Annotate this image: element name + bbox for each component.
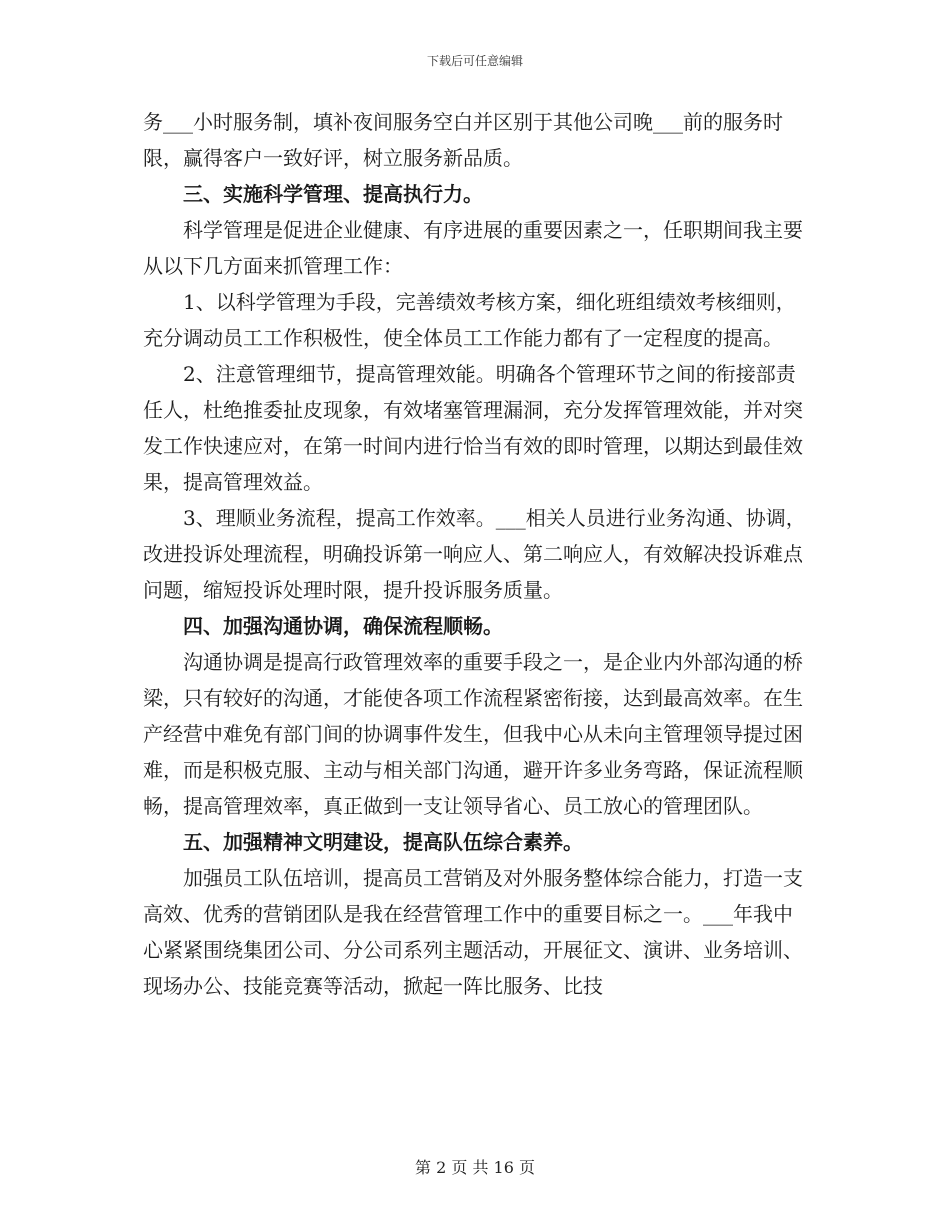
page-footer: 第 2 页 共 16 页 [415,1158,535,1177]
page-header: 下载后可任意编辑 [426,54,523,68]
paragraph: 3、理顺业务流程，提高工作效率。___相关人员进行业务沟通、协调，改进投诉处理流程，明确投诉第一响应人、第二响应人，有效解决投诉难点问题，缩短投诉处理时限，提升投诉服务质量。 [143,506,806,602]
paragraph: 科学管理是促进企业健康、有序进展的重要因素之一，任职期间我主要从以下几方面来抓管理工作： [143,218,803,278]
paragraph-continuation: 务___小时服务制，填补夜间服务空白并区别于其他公司晚___前的服务时限，赢得客户一致好评，树立服务新品质。 [143,110,783,170]
document-body [143,104,808,1004]
paragraph: 1、以科学管理为手段，完善绩效考核方案，细化班组绩效考核细则，充分调动员工工作积极性，使全体员工工作能力都有了一定程度的提高。 [143,290,796,350]
section-heading-5: 五、加强精神文明建设，提高队伍综合素养。 [183,830,583,854]
section-heading-4: 四、加强沟通协调，确保流程顺畅。 [183,614,503,638]
paragraph: 2、注意管理细节，提高管理效能。明确各个管理环节之间的衔接部责任人，杜绝推委扯皮现象，有效堵塞管理漏洞，充分发挥管理效能，并对突发工作快速应对，在第一时间内进行恰当有效的即时管理，以期达到最佳效果，提高管理效益。 [143,362,803,494]
section-heading-3: 三、实施科学管理、提高执行力。 [183,182,483,206]
paragraph: 沟通协调是提高行政管理效率的重要手段之一，是企业内外部沟通的桥梁，只有较好的沟通，才能使各项工作流程紧密衔接，达到最高效率。在生产经营中难免有部门间的协调事件发生，但我中心从未向主管理领导提过困难，而是积极克服、主动与相关部门沟通，避开许多业务弯路，保证流程顺畅，提高管理效率，真正做到一支让领导省心、员工放心的管理团队。 [143,650,803,818]
paragraph: 加强员工队伍培训，提高员工营销及对外服务整体综合能力，打造一支高效、优秀的营销团队是我在经营管理工作中的重要目标之一。___年我中心紧紧围绕集团公司、分公司系列主题活动，开展征文、演讲、业务培训、现场办公、技能竞赛等活动，掀起一阵比服务、比技 [143,866,803,998]
